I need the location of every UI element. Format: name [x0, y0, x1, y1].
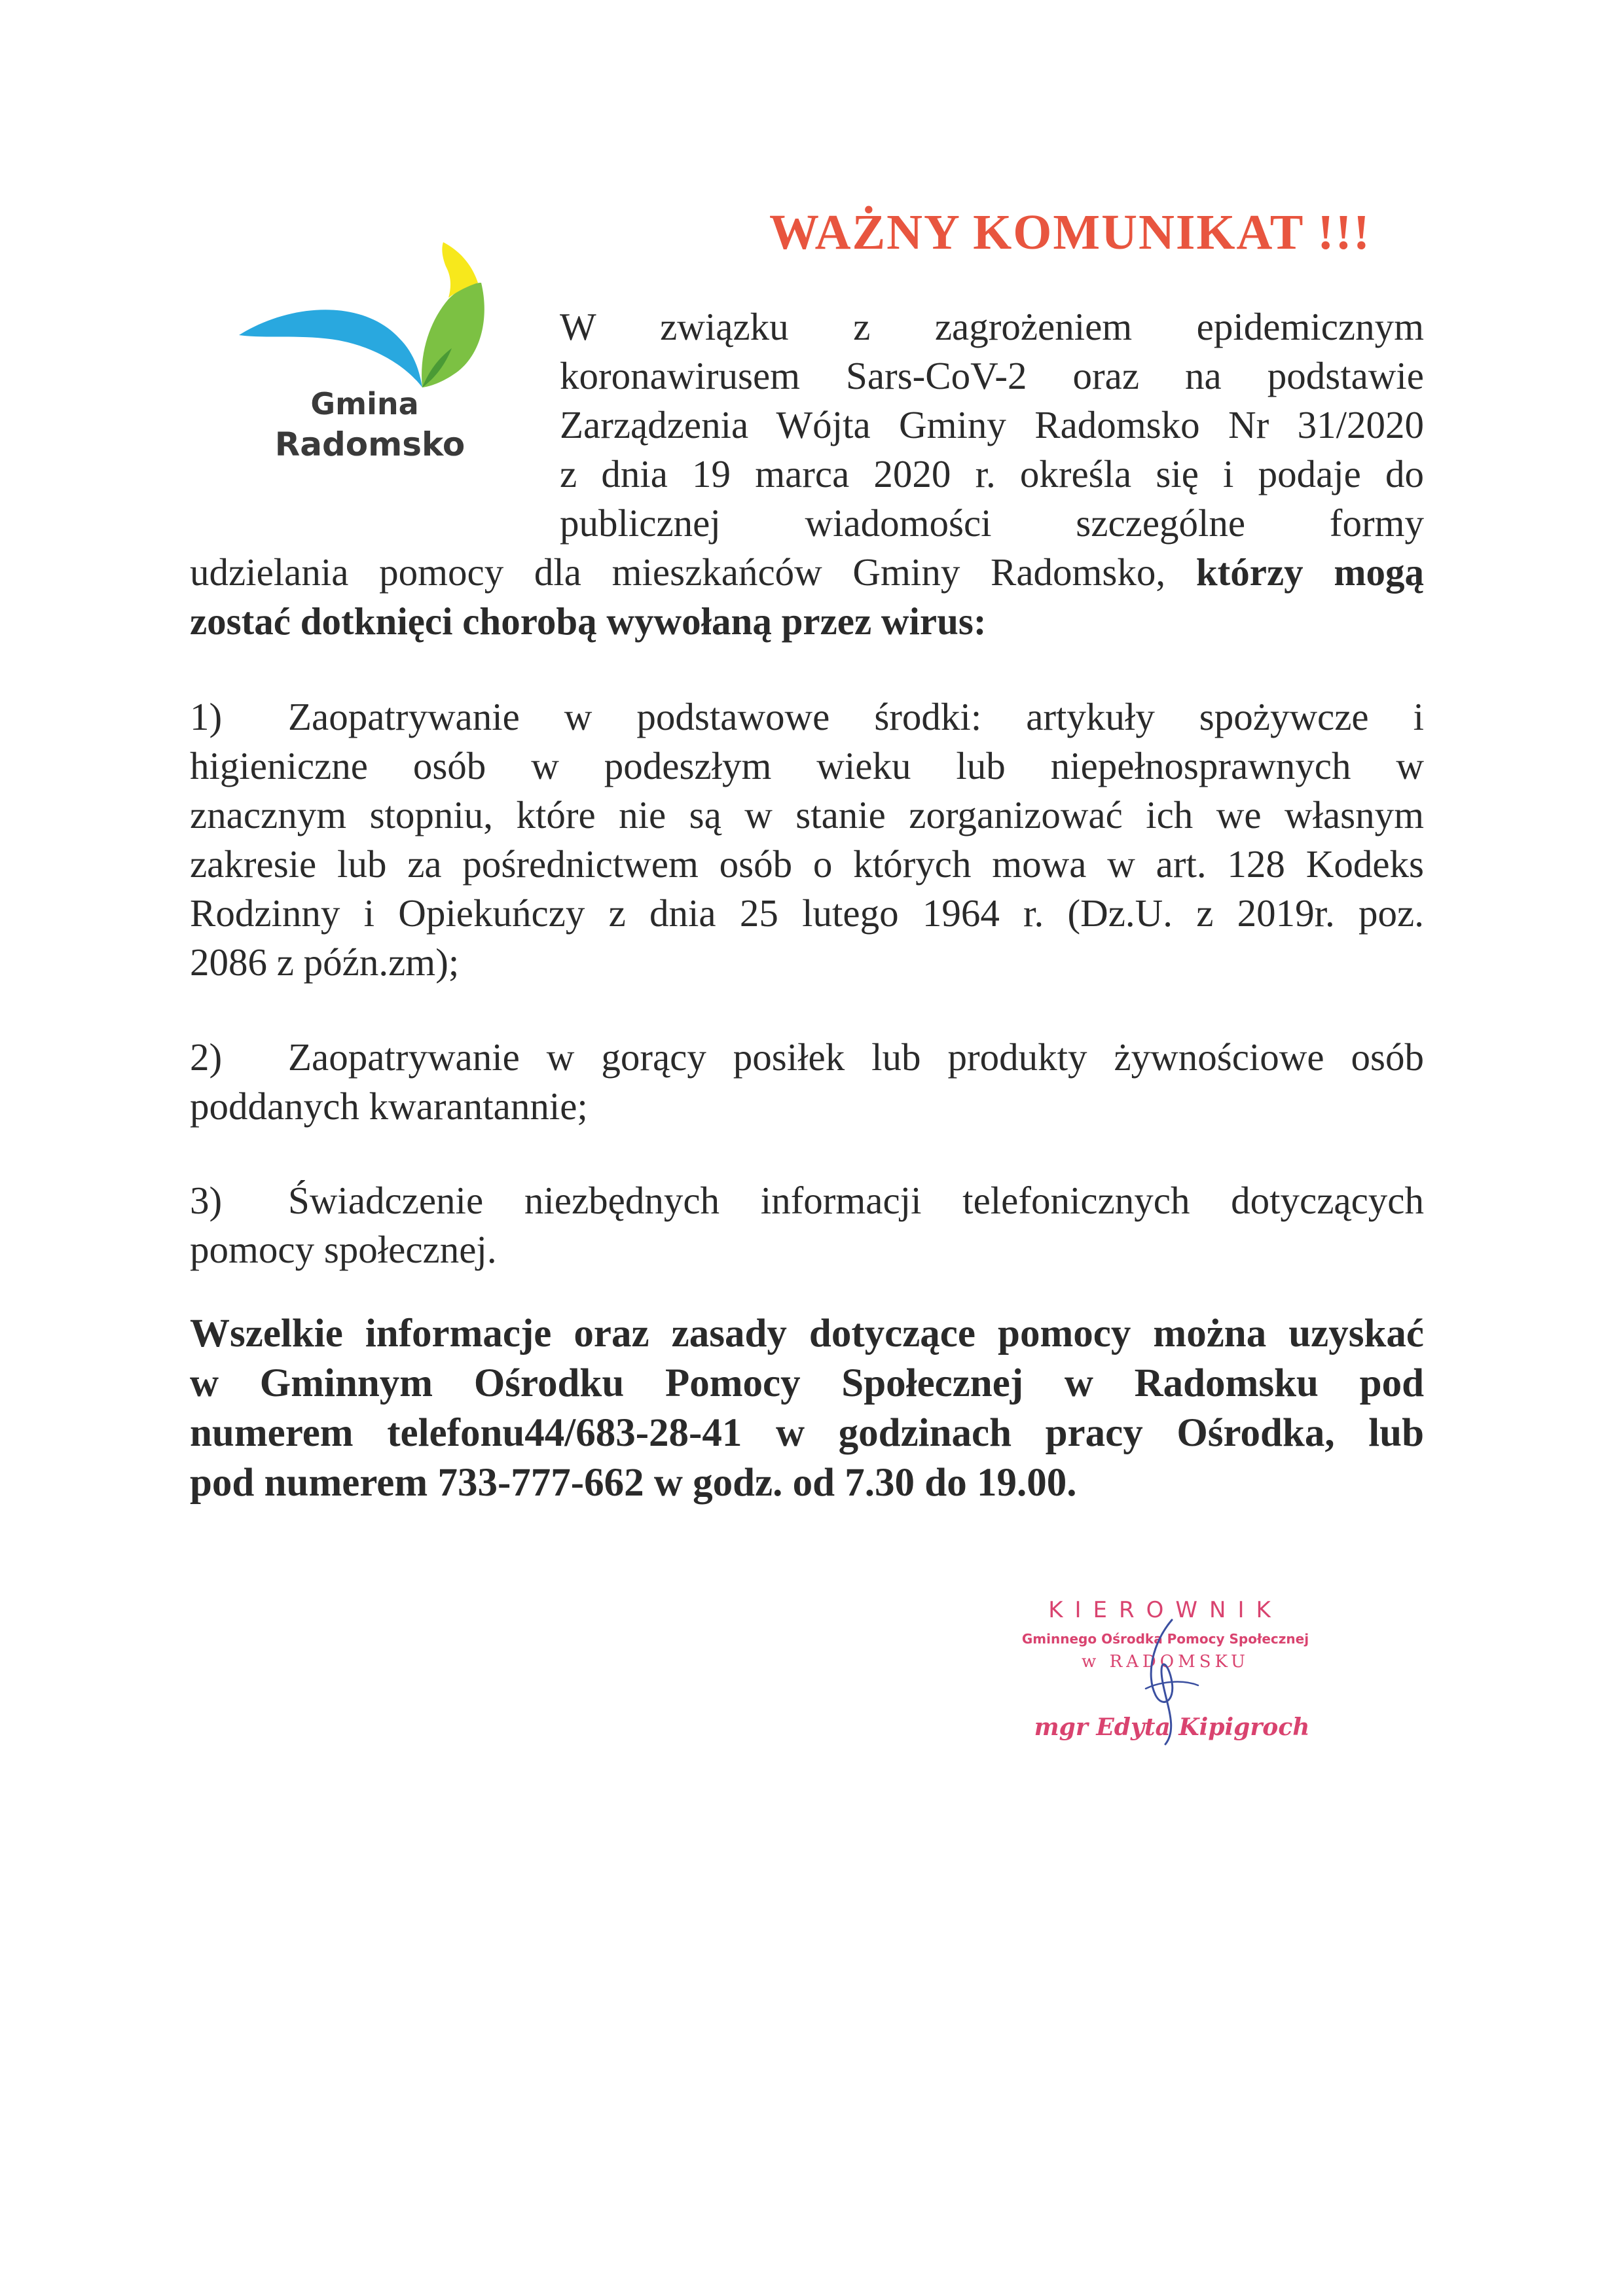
- contact-paragraph: [190, 1309, 1424, 1508]
- intro-paragraph-continued: [190, 548, 1424, 646]
- contact-line: numerem telefonu44/683-28-41 w godzinach pracy Ośrodka, lub: [190, 1411, 1424, 1455]
- list-item-number: 3): [190, 1179, 223, 1222]
- intro-bold-line: zostać dotknięci chorobą wywołaną przez wirus:: [190, 600, 987, 643]
- contact-line: pod numerem 733-777-662 w godz. od 7.30 do 19.00.: [190, 1461, 1077, 1505]
- logo-text-gmina: Gmina: [310, 386, 419, 422]
- list-item-line: 2086 z późn.zm);: [190, 941, 460, 984]
- gmina-logo: [232, 230, 507, 479]
- intro-line-mixed: [190, 548, 1424, 597]
- stamp-name: mgr Edyta Kipigroch: [1034, 1713, 1310, 1741]
- list-item-line: pomocy społecznej.: [190, 1228, 497, 1271]
- announcement-title: WAŻNY KOMUNIKAT !!!: [769, 205, 1372, 260]
- logo-graphic: [232, 230, 507, 394]
- intro-line: W związku z zagrożeniem epidemicznym: [560, 305, 1424, 348]
- list-item-line: [190, 692, 1424, 742]
- list-item-text: Świadczenie niezbędnych informacji telefonicznych dotyczących: [288, 1179, 1424, 1222]
- list-item-text: Zaopatrywanie w podstawowe środki: artykuły spożywcze i: [288, 695, 1424, 738]
- intro-line: Zarządzenia Wójta Gminy Radomsko Nr 31/2020: [560, 403, 1424, 446]
- list-item-line: [190, 1176, 1424, 1225]
- list-item: [190, 1033, 1424, 1131]
- list-item: [190, 1176, 1424, 1274]
- list-item-number: 2): [190, 1035, 223, 1079]
- intro-paragraph: [560, 302, 1424, 548]
- list-item-line: znacznym stopniu, które nie są w stanie zorganizować ich we własnym: [190, 793, 1424, 836]
- intro-line: publicznej wiadomości szczególne formy: [560, 501, 1424, 545]
- list-item-text: Zaopatrywanie w gorący posiłek lub produkty żywnościowe osób: [288, 1035, 1424, 1079]
- list-item-line: Rodzinny i Opiekuńczy z dnia 25 lutego 1964 r. (Dz.U. z 2019r. poz.: [190, 891, 1424, 935]
- contact-line: Wszelkie informacje oraz zasady dotyczące pomocy można uzyskać: [190, 1312, 1424, 1355]
- intro-line: z dnia 19 marca 2020 r. określa się i podaje do: [560, 452, 1424, 495]
- list-item-line: zakresie lub za pośrednictwem osób o których mowa w art. 128 Kodeks: [190, 842, 1424, 886]
- intro-regular-text: udzielania pomocy dla mieszkańców Gminy Radomsko,: [190, 550, 1166, 594]
- list-item-line: [190, 1033, 1424, 1082]
- list-item-line: higieniczne osób w podeszłym wieku lub niepełnosprawnych w: [190, 744, 1424, 787]
- intro-bold-text: którzy mogą: [1195, 550, 1425, 594]
- list-item-number: 1): [190, 695, 223, 738]
- stamp-organization: Gminnego Ośrodka Pomocy Społecznej: [1021, 1631, 1309, 1647]
- list-item-line: poddanych kwarantannie;: [190, 1085, 588, 1128]
- handwritten-signature: [1126, 1617, 1218, 1748]
- contact-line: w Gminnym Ośrodku Pomocy Społecznej w Radomsku pod: [190, 1361, 1424, 1405]
- stamp-title: KIEROWNIK: [1048, 1597, 1283, 1623]
- logo-text-radomsko: Radomsko: [274, 425, 465, 463]
- list-item: [190, 692, 1424, 987]
- stamp-place: w RADOMSKU: [1082, 1652, 1249, 1672]
- intro-line-bold: [190, 597, 1424, 646]
- intro-line: koronawirusem Sars-CoV-2 oraz na podstawie: [560, 354, 1424, 397]
